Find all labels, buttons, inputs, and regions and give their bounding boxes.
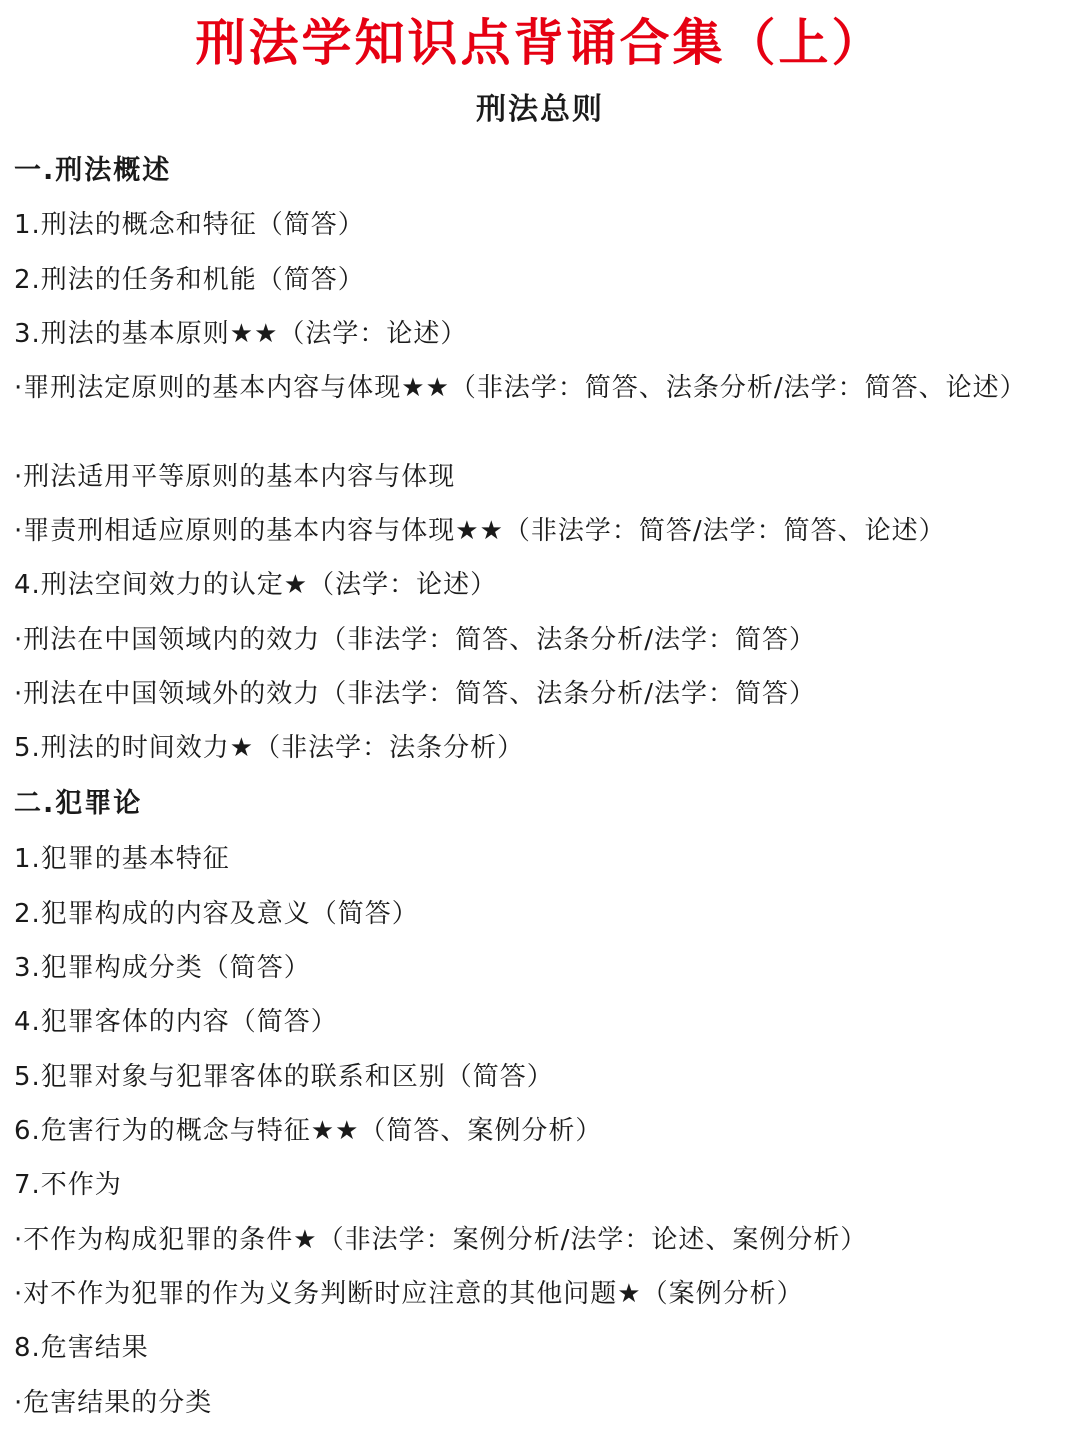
outline-item: 7.不作为 xyxy=(14,1170,122,1200)
outline-subitem: ·刑法在中国领域外的效力（非法学：简答、法条分析/法学：简答） xyxy=(14,679,817,709)
outline-subitem: ·危害结果的分类 xyxy=(14,1388,213,1418)
outline-subitem: ·刑法适用平等原则的基本内容与体现 xyxy=(14,462,456,492)
page-subtitle: 刑法总则 xyxy=(476,92,604,127)
outline-item: 1.刑法的概念和特征（简答） xyxy=(14,210,365,240)
outline-item: 3.犯罪构成分类（简答） xyxy=(14,953,311,983)
outline-item: 5.刑法的时间效力★（非法学：法条分析） xyxy=(14,733,525,763)
outline-item: 8.危害结果 xyxy=(14,1333,149,1363)
outline-item: 1.犯罪的基本特征 xyxy=(14,844,230,874)
outline-item: 2.刑法的任务和机能（简答） xyxy=(14,265,365,295)
outline-item: 3.刑法的基本原则★★（法学：论述） xyxy=(14,319,468,349)
outline-subitem: ·罪责刑相适应原则的基本内容与体现★★（非法学：简答/法学：简答、论述） xyxy=(14,516,946,546)
outline-item: 2.犯罪构成的内容及意义（简答） xyxy=(14,899,419,929)
section-heading-overview: 一.刑法概述 xyxy=(14,155,172,186)
outline-subitem: ·刑法在中国领域内的效力（非法学：简答、法条分析/法学：简答） xyxy=(14,625,817,655)
outline-item: 4.犯罪客体的内容（简答） xyxy=(14,1007,338,1037)
outline-item: 4.刑法空间效力的认定★（法学：论述） xyxy=(14,570,498,600)
outline-subitem: ·对不作为犯罪的作为义务判断时应注意的其他问题★（案例分析） xyxy=(14,1279,804,1309)
section-heading-crime-theory: 二.犯罪论 xyxy=(14,788,143,819)
page-title: 刑法学知识点背诵合集（上） xyxy=(195,14,885,72)
outline-subitem: ·罪刑法定原则的基本内容与体现★★（非法学：简答、法条分析/法学：简答、论述） xyxy=(14,373,1027,403)
outline-item: 5.犯罪对象与犯罪客体的联系和区别（简答） xyxy=(14,1062,554,1092)
outline-subitem: ·不作为构成犯罪的条件★（非法学：案例分析/法学：论述、案例分析） xyxy=(14,1225,868,1255)
outline-item: 6.危害行为的概念与特征★★（简答、案例分析） xyxy=(14,1116,603,1146)
